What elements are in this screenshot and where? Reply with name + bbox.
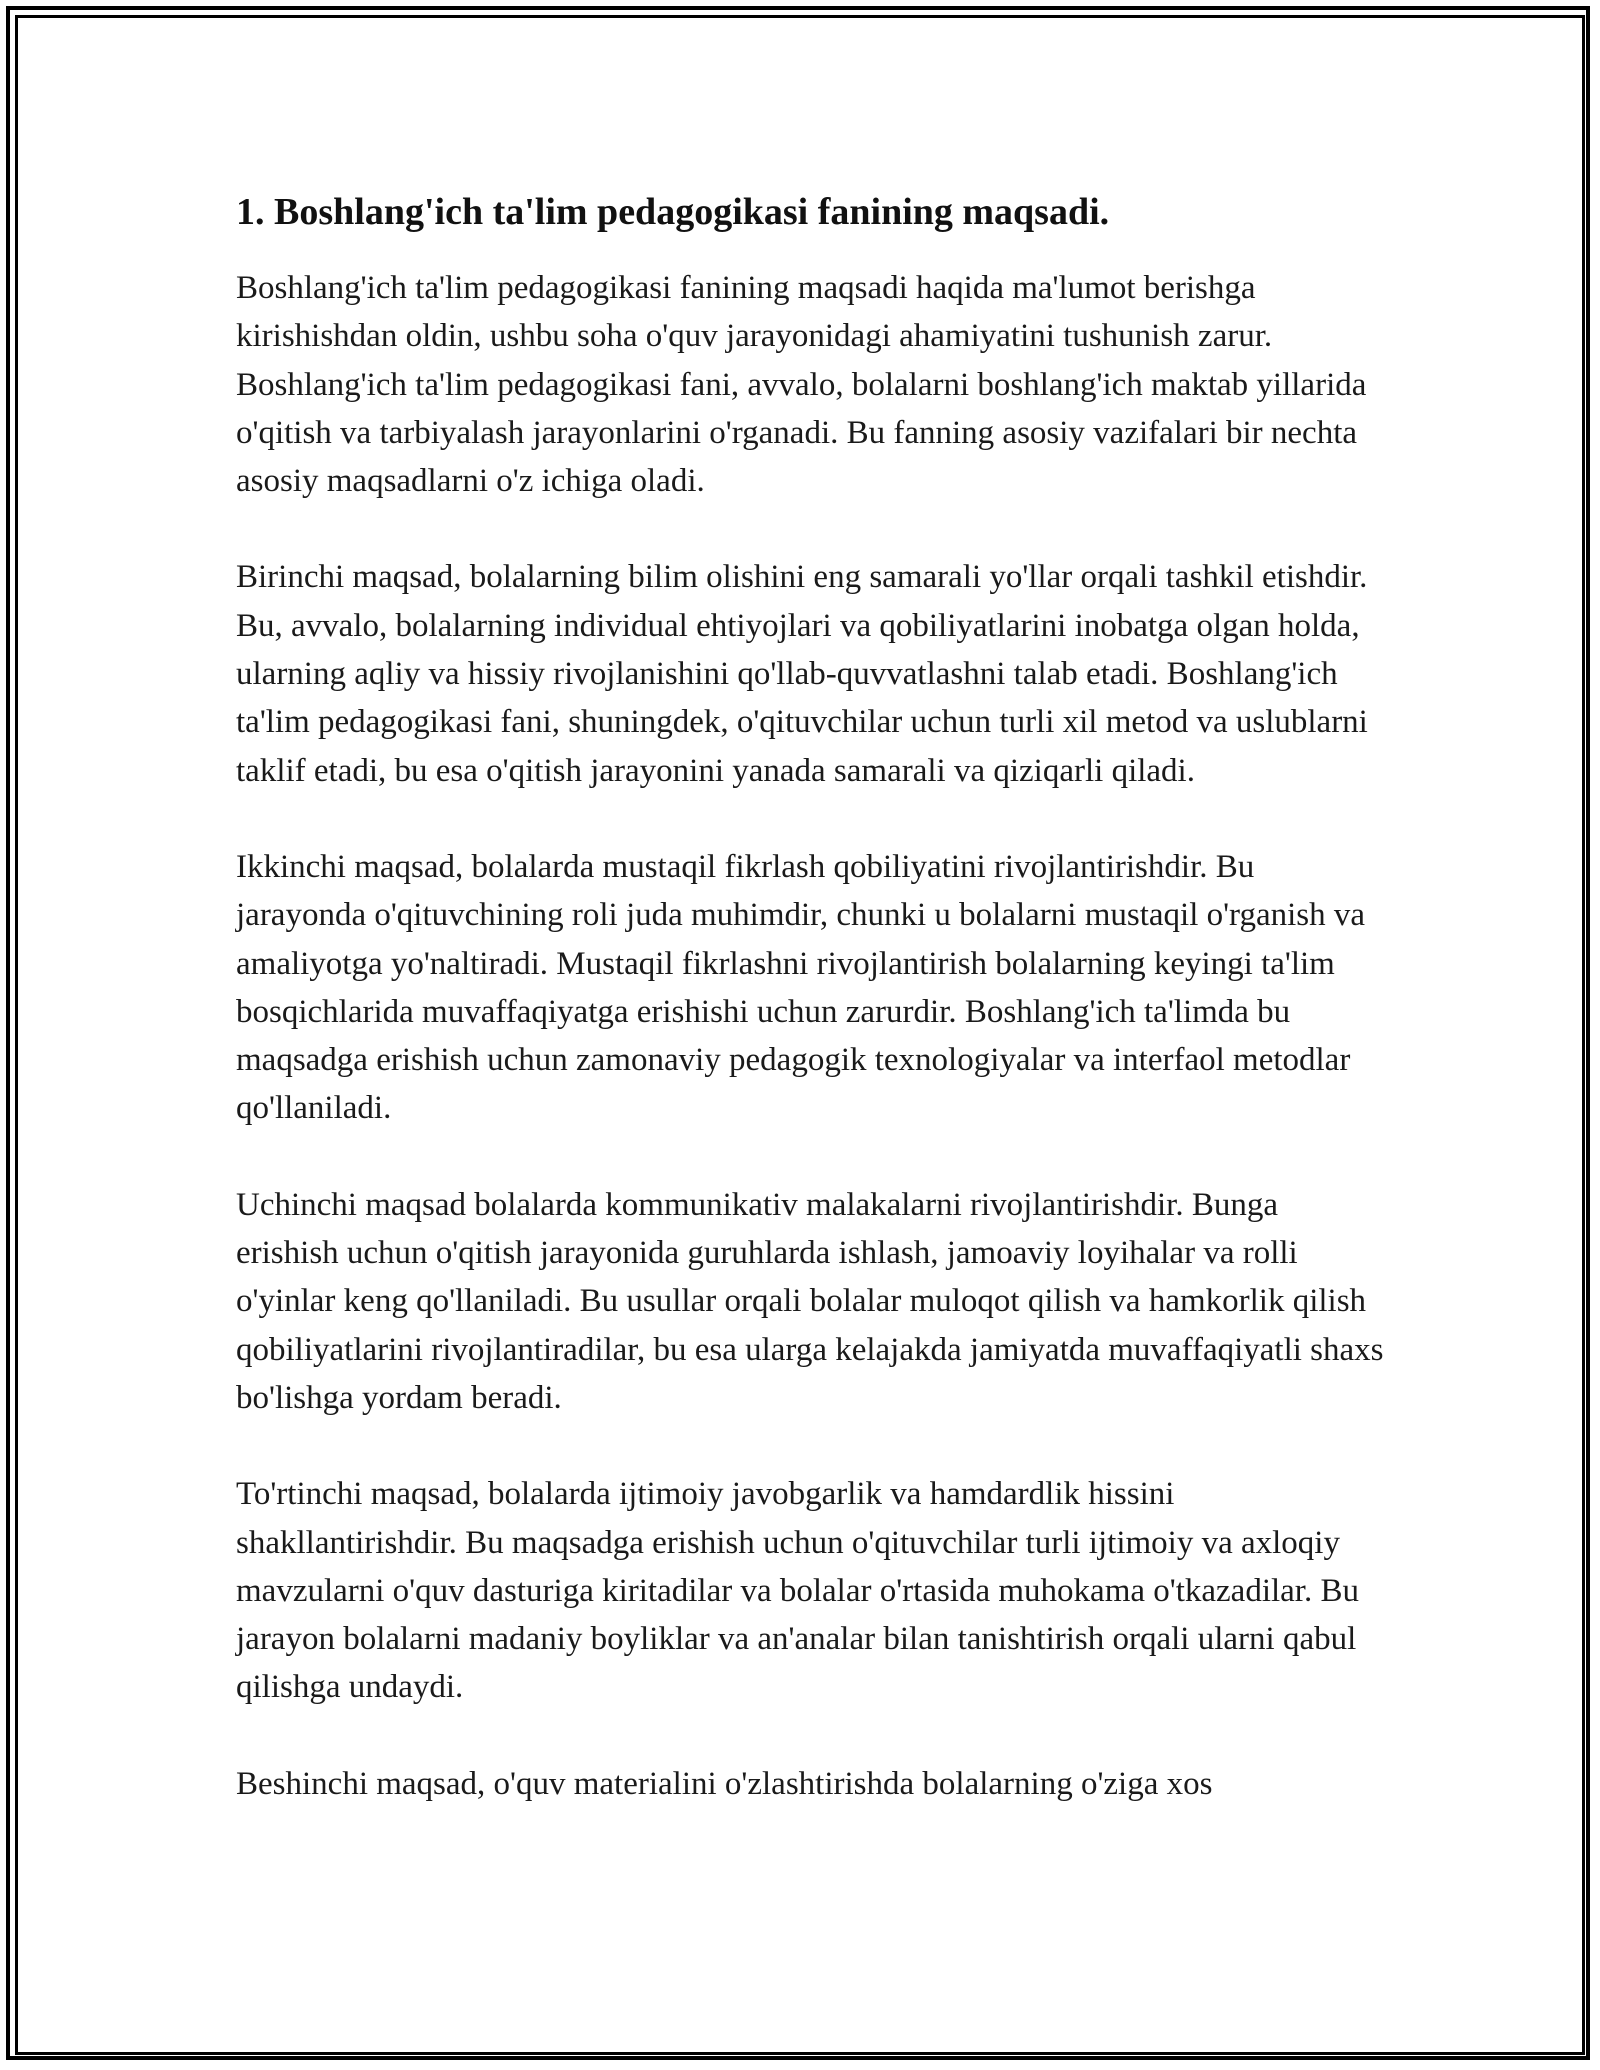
paragraph-intro: Boshlang'ich ta'lim pedagogikasi fanining maqsadi haqida ma'lumot berishga kirishishdan oldin, ushbu soha o'quv jarayonidagi ahamiyatini tushunish zarur. Boshlang'ich ta'lim pedagogikasi fani, avvalo, bolalarni boshlang'ich maktab yillarida o'qitish va tarbiyalash jarayonlarini o'rganadi. Bu fanning asosiy vazifalari bir nechta asosiy maqsadlarni o'z ichiga oladi.: [236, 270, 1367, 500]
paragraph-fourth-goal: To'rtinchi maqsad, bolalarda ijtimoiy javobgarlik va hamdardlik hissini shakllantirishdir. Bu maqsadga erishish uchun o'qituvchilar turli ijtimoiy va axloqiy mavzularni o'quv dasturiga kiritadilar va bolalar o'rtasida muhokama o'tkazadilar. Bu jarayon bolalarni madaniy boyliklar va an'analar bilan tanishtirish orqali ularni qabul qilishga undaydi.: [236, 1476, 1359, 1706]
section-heading: 1. Boshlang'ich ta'lim pedagogikasi fanining maqsadi.: [236, 191, 1110, 233]
paragraph-fifth-goal: Beshinchi maqsad, o'quv materialini o'zlashtirishda bolalarning o'ziga xos: [236, 1765, 1213, 1802]
paragraph-second-goal: Ikkinchi maqsad, bolalarda mustaqil fikrlash qobiliyatini rivojlantirishdir. Bu jarayonda o'qituvchining roli juda muhimdir, chunki u bolalarni mustaqil o'rganish va amaliyotga yo'naltiradi. Mustaqil fikrlashni rivojlantirish bolalarning keyingi ta'lim bosqichlarida muvaffaqiyatga erishishi uchun zarurdir. Boshlang'ich ta'limda bu maqsadga erishish uchun zamonaviy pedagogik texnologiyalar va interfaol metodlar qo'llaniladi.: [236, 848, 1366, 1127]
paragraph-third-goal: Uchinchi maqsad bolalarda kommunikativ malakalarni rivojlantirishdir. Bunga erishish uchun o'qitish jarayonida guruhlarda ishlash, jamoaviy loyihalar va rolli o'yinlar keng qo'llaniladi. Bu usullar orqali bolalar muloqot qilish va hamkorlik qilish qobiliyatlarini rivojlantiradilar, bu esa ularga kelajakda jamiyatda muvaffaqiyatli shaxs bo'lishga yordam beradi.: [236, 1186, 1384, 1416]
paragraph-first-goal: Birinchi maqsad, bolalarning bilim olishini eng samarali yo'llar orqali tashkil etishdir. Bu, avvalo, bolalarning individual ehtiyojlari va qobiliyatlarini inobatga olgan holda, ularning aqliy va hissiy rivojlanishini qo'llab-quvvatlashni talab etadi. Boshlang'ich ta'lim pedagogikasi fani, shuningdek, o'qituvchilar uchun turli xil metod va uslublarni taklif etadi, bu esa o'qitish jarayonini yanada samarali va qiziqarli qiladi.: [236, 559, 1368, 789]
document-body: [236, 188, 1386, 1856]
